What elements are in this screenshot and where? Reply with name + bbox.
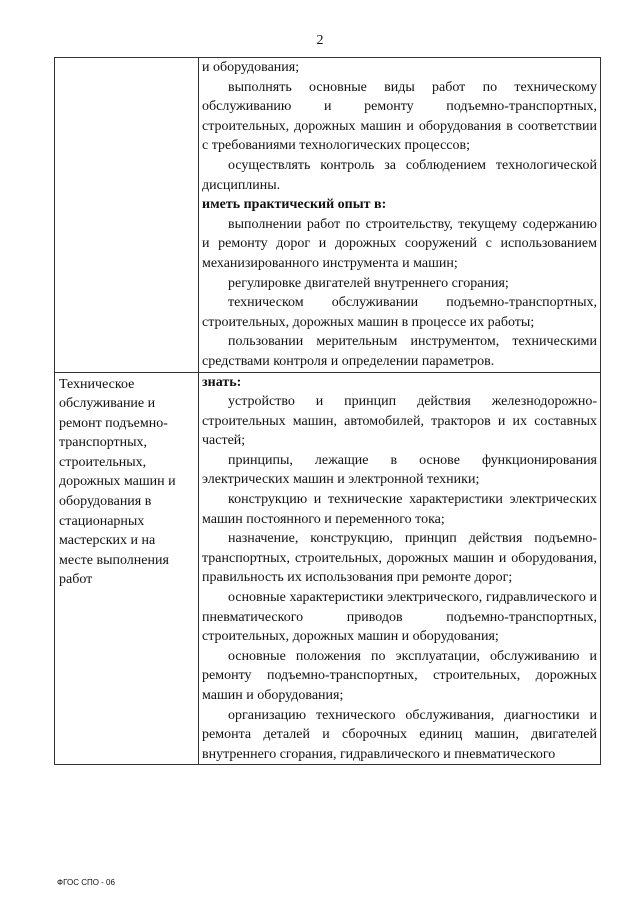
requirements-text bbox=[199, 58, 600, 372]
requirements-text bbox=[199, 373, 600, 765]
paragraph: техническом обслуживании подъемно-транспортных, строительных, дорожных машин в процессе их работы; bbox=[202, 295, 597, 330]
paragraph: выполнении работ по строительству, текущему содержанию и ремонту дорог и дорожных сооружений с использованием механизированного инструмента и машин; bbox=[202, 216, 597, 271]
competency-table bbox=[54, 57, 601, 765]
paragraph: принципы, лежащие в основе функционирования электрических машин и электронной техники; bbox=[202, 452, 597, 488]
table-row bbox=[55, 58, 601, 373]
section-heading: знать: bbox=[202, 374, 242, 390]
paragraph: выполнять основные виды работ по техническому обслуживанию и ремонту подъемно-транспортных, строительных, дорожных машин и оборудования в соответствии с требованиями технологических процессов; bbox=[202, 79, 597, 154]
module-name-line: транспортных, bbox=[59, 435, 148, 451]
paragraph: устройство и принцип действия железнодорожно-строительных машин, автомобилей, тракторов и их составных частей; bbox=[202, 394, 597, 449]
module-cell bbox=[55, 372, 199, 765]
paragraph: основные характеристики электрического, гидравлического и пневматического приводов подъемно-транспортных, строительных, дорожных машин и оборудования; bbox=[202, 590, 597, 645]
paragraph: назначение, конструкцию, принцип действия подъемно-транспортных, строительных, дорожных машин и оборудования, правильность их использования при ремонте дорог; bbox=[202, 531, 597, 586]
page-number: 2 bbox=[316, 33, 324, 48]
requirements-cell bbox=[199, 372, 601, 765]
module-name bbox=[55, 373, 198, 591]
module-name-line: дорожных машин и bbox=[59, 474, 176, 490]
module-name-line: оборудования в bbox=[59, 494, 152, 510]
module-name bbox=[55, 58, 198, 60]
requirements-cell bbox=[199, 58, 601, 373]
module-name-line: стационарных bbox=[59, 513, 145, 529]
module-name-line: строительных, bbox=[59, 454, 147, 470]
paragraph: основные положения по эксплуатации, обслуживанию и ремонту подъемно-транспортных, строительных, дорожных машин и оборудования; bbox=[202, 648, 597, 703]
module-name-line: мастерских и на bbox=[59, 533, 156, 549]
paragraph: конструкцию и технические характеристики электрических машин постоянного и переменного тока; bbox=[202, 492, 597, 527]
section-heading: иметь практический опыт в: bbox=[202, 197, 387, 213]
paragraph: организацию технического обслуживания, диагностики и ремонта деталей и сборочных единиц машин, двигателей внутреннего сгорания, гидравлического и пневматического bbox=[202, 707, 597, 762]
paragraph: пользовании мерительным инструментом, техническими средствами контроля и определении параметров. bbox=[202, 334, 597, 369]
module-name-line: обслуживание и bbox=[59, 396, 156, 412]
module-name-line: Техническое bbox=[59, 376, 135, 392]
module-cell bbox=[55, 58, 199, 373]
table-row bbox=[55, 372, 601, 765]
paragraph: осуществлять контроль за соблюдением технологической дисциплины. bbox=[202, 157, 597, 193]
module-name-line: работ bbox=[59, 572, 93, 588]
paragraph: регулировке двигателей внутреннего сгорания; bbox=[228, 275, 509, 291]
paragraph: и оборудования; bbox=[202, 60, 300, 75]
module-name-line: месте выполнения bbox=[59, 552, 169, 568]
footer-label: ФГОС СПО - 06 bbox=[57, 878, 115, 887]
module-name-line: ремонт подъемно- bbox=[59, 415, 168, 431]
